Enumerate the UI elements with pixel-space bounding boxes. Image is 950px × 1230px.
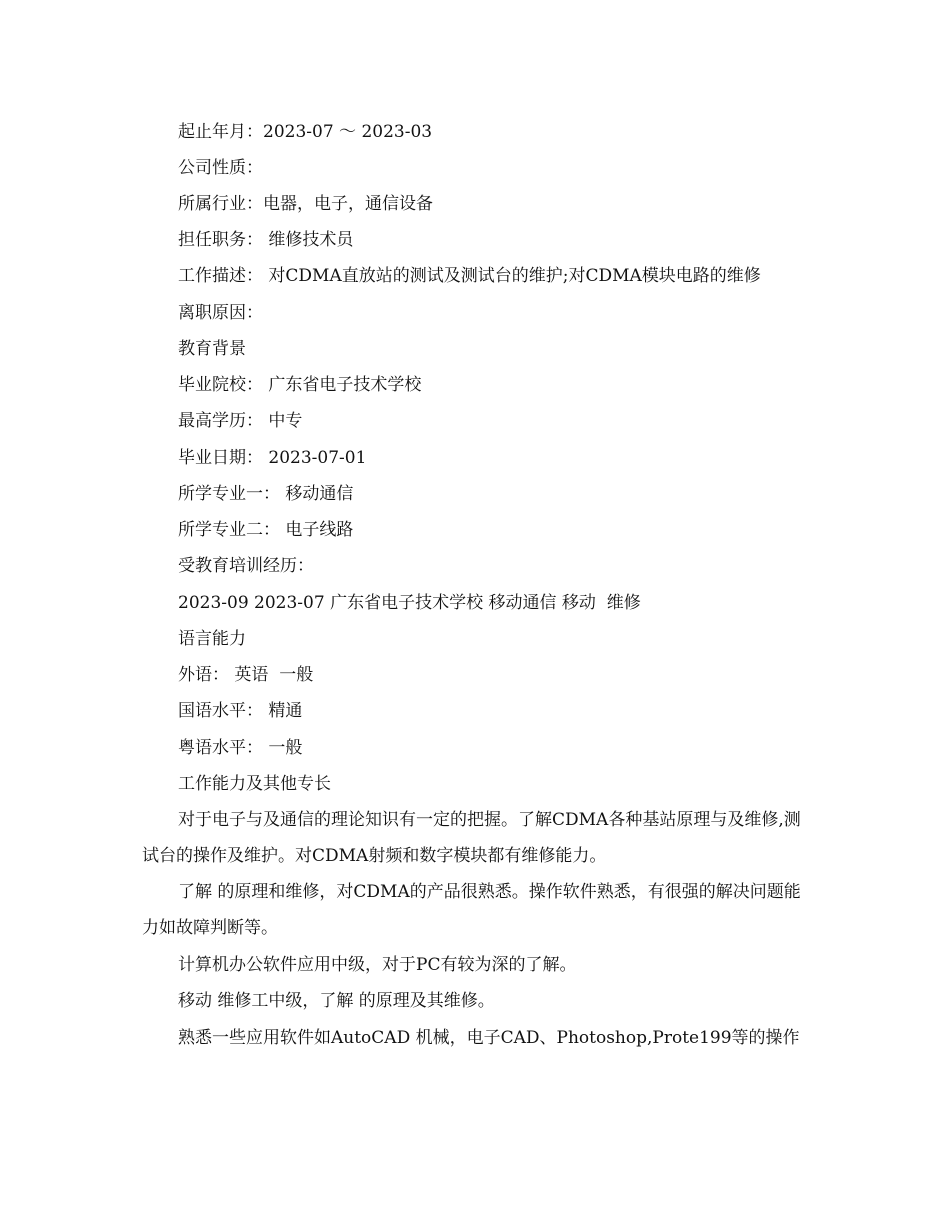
job-description-line: 工作描述： 对CDMA直放站的测试及测试台的维护;对CDMA模块电路的维修 bbox=[178, 266, 761, 286]
major-one-line: 所学专业一： 移动通信 bbox=[178, 484, 354, 504]
work-period-line: 起止年月：2023-07 ～ 2023-03 bbox=[178, 122, 433, 142]
training-record-line: 2023-09 2023-07 广东省电子技术学校 移动通信 移动 维修 bbox=[178, 593, 641, 613]
position-line: 担任职务： 维修技术员 bbox=[178, 230, 354, 250]
skills-paragraph-2: 了解 的原理和维修，对CDMA的产品很熟悉。操作软件熟悉，有很强的解决问题能力如故障判断等。 bbox=[142, 882, 801, 938]
language-heading: 语言能力 bbox=[178, 629, 246, 649]
skills-heading: 工作能力及其他专长 bbox=[178, 774, 331, 794]
skills-paragraph-5: 熟悉一些应用软件如AutoCAD 机械，电子CAD、Photoshop,Prote199等的操作 bbox=[178, 1028, 800, 1048]
skills-paragraph-3: 计算机办公软件应用中级，对于PC有较为深的了解。 bbox=[178, 955, 577, 975]
school-line: 毕业院校： 广东省电子技术学校 bbox=[178, 375, 422, 395]
graduation-date-line: 毕业日期： 2023-07-01 bbox=[178, 448, 367, 468]
industry-line: 所属行业：电器，电子，通信设备 bbox=[178, 194, 433, 214]
mandarin-line: 国语水平： 精通 bbox=[178, 701, 303, 721]
cantonese-line: 粤语水平： 一般 bbox=[178, 738, 303, 758]
leave-reason-line: 离职原因： bbox=[178, 303, 263, 323]
training-heading: 受教育培训经历： bbox=[178, 556, 314, 576]
education-heading: 教育背景 bbox=[178, 339, 246, 359]
company-type-line: 公司性质： bbox=[178, 158, 263, 178]
degree-line: 最高学历： 中专 bbox=[178, 411, 303, 431]
foreign-language-line: 外语： 英语 一般 bbox=[178, 665, 314, 685]
skills-paragraph-1: 对于电子与及通信的理论知识有一定的把握。了解CDMA各种基站原理与及维修,测试台的操作及维护。对CDMA射频和数字模块都有维修能力。 bbox=[142, 810, 801, 866]
major-two-line: 所学专业二： 电子线路 bbox=[178, 520, 354, 540]
skills-paragraph-4: 移动 维修工中级，了解 的原理及其维修。 bbox=[178, 991, 495, 1011]
